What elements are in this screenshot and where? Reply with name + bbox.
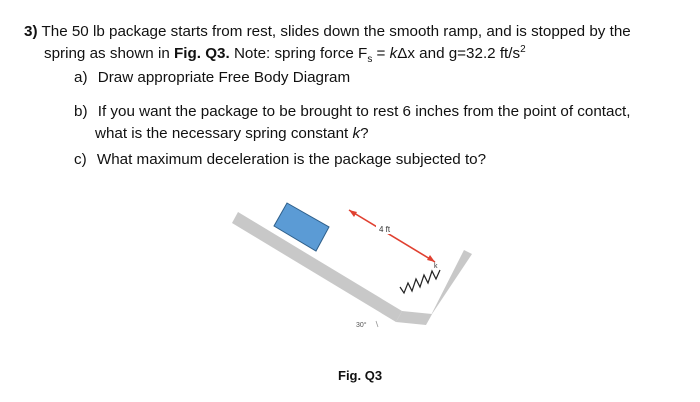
angle-label: 30° bbox=[356, 322, 367, 329]
ramp-diagram bbox=[220, 190, 500, 360]
part-a-label: a) bbox=[74, 69, 88, 86]
problem-text-line-1: The 50 lb package starts from rest, slides down the smooth ramp, and is stopped by the bbox=[41, 23, 631, 40]
problem-text-line-2-end: Δx and g=32.2 ft/s bbox=[397, 45, 521, 62]
spring-coil bbox=[400, 270, 440, 293]
spring-label: k bbox=[434, 263, 438, 270]
part-b bbox=[74, 102, 630, 122]
gravity-units-superscript: 2 bbox=[520, 43, 526, 55]
problem-line-2 bbox=[44, 44, 526, 64]
ramp-floor bbox=[396, 311, 432, 325]
part-b-text-2-pre: what is the necessary spring constant bbox=[95, 125, 353, 142]
part-c-text: What maximum deceleration is the package subjected to? bbox=[96, 151, 487, 168]
distance-arrow bbox=[349, 210, 435, 262]
distance-arrow-head-left bbox=[349, 210, 357, 217]
ramp-figure bbox=[220, 190, 500, 360]
part-a bbox=[74, 68, 350, 88]
problem-line-1 bbox=[24, 22, 631, 42]
part-c-label: c) bbox=[74, 151, 87, 168]
part-b-text-2-post: ? bbox=[360, 125, 369, 142]
distance-label: 4 ft bbox=[379, 225, 391, 234]
figure-caption: Fig. Q3 bbox=[338, 368, 383, 383]
distance-arrow-head-right bbox=[427, 255, 435, 262]
part-b-text: If you want the package to be brought to rest 6 inches from the point of contact, bbox=[97, 103, 631, 120]
problem-number: 3) bbox=[24, 23, 38, 40]
spring-constant-symbol: k bbox=[389, 45, 398, 62]
part-b-label: b) bbox=[74, 103, 88, 120]
equals-sign: = bbox=[372, 45, 390, 62]
part-b-continued bbox=[95, 124, 369, 144]
part-a-text: Draw appropriate Free Body Diagram bbox=[97, 69, 351, 86]
part-c bbox=[74, 150, 486, 170]
problem-text-line-2-mid: Note: spring force F bbox=[229, 45, 368, 62]
problem-text-line-2-pre: spring as shown in bbox=[44, 45, 175, 62]
part-b-k-symbol: k bbox=[352, 125, 361, 142]
angle-arc bbox=[376, 321, 378, 327]
spring-force-subscript: s bbox=[367, 54, 373, 66]
figure-reference: Fig. Q3. bbox=[174, 45, 230, 62]
